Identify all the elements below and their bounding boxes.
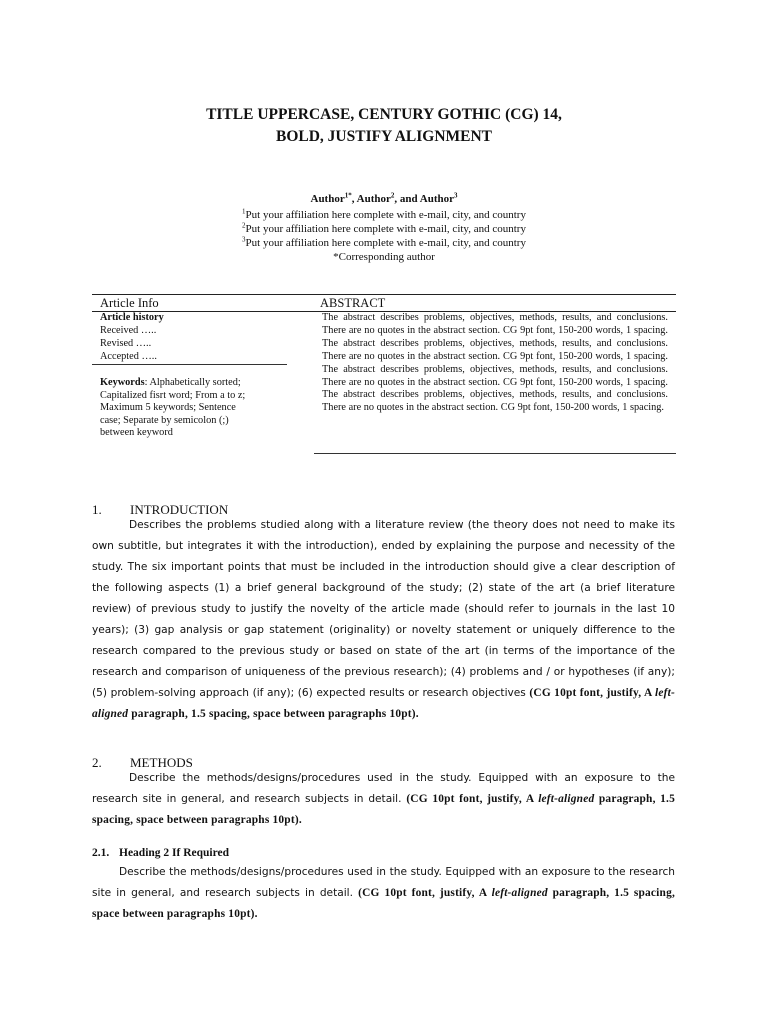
affiliation-2 bbox=[0, 222, 768, 236]
history-divider bbox=[92, 364, 287, 365]
author-2-sup: 2 bbox=[390, 191, 395, 200]
abstract-heading: ABSTRACT bbox=[320, 296, 386, 310]
author-separator: , bbox=[351, 193, 357, 205]
subsection-number: 2.1. bbox=[92, 847, 110, 859]
paper-title bbox=[0, 104, 768, 148]
affiliation-text: Put your affiliation here complete with e-mail, city, and country bbox=[245, 237, 526, 249]
article-history-label: Article history bbox=[100, 312, 164, 323]
author-3: Author bbox=[419, 193, 454, 205]
revised-date: Revised ….. bbox=[100, 338, 152, 349]
methods-paragraph bbox=[92, 768, 675, 831]
article-info-heading: Article Info bbox=[100, 296, 159, 310]
author-2: Author bbox=[356, 193, 391, 205]
format-note: (CG 10pt font, justify, A left-aligned paragraph, 1.5 spacing, space between paragraphs 10pt). bbox=[92, 793, 676, 826]
subsection-paragraph bbox=[92, 862, 675, 925]
affiliation-sup: 1 bbox=[242, 207, 246, 216]
paragraph-text: Describe the methods/designs/procedures used in the study. Equipped with an exposure to the research site in general, and research subjects in detail. bbox=[92, 772, 675, 805]
keywords-line: between keyword bbox=[100, 427, 173, 438]
affiliation-text: Put your affiliation here complete with e-mail, city, and country bbox=[245, 223, 526, 235]
title-line-1: TITLE UPPERCASE, CENTURY GOTHIC (CG) 14, bbox=[206, 106, 562, 123]
affiliation-sup: 2 bbox=[242, 221, 246, 230]
format-note: (CG 10pt font, justify, A left-aligned paragraph, 1.5 spacing, space between paragraphs 10pt). bbox=[92, 887, 676, 920]
author-list bbox=[0, 193, 768, 205]
received-date: Received ….. bbox=[100, 325, 157, 336]
affiliation-text: Put your affiliation here complete with e-mail, city, and country bbox=[245, 209, 526, 221]
abstract-text: The abstract describes problems, objectives, methods, results, and conclusions. There are no quotes in the abstract section. CG 9pt font, 150-200 words, 1 spacing. The abstract describes problems, objectives, methods, results, and conclusions. There are no quotes in the abstract section. CG 9pt font, 150-200 words, 1 spacing. The abstract describes problems, objectives, methods, results, and conclusions. There are no quotes in the abstract section. CG 9pt font, 150-200 words, 1 spacing. The abstract describes problems, objectives, methods, results, and conclusions. There are no quotes in the abstract section. CG 9pt font, 150-200 words, 1 spacing. bbox=[322, 312, 668, 414]
affiliation-1 bbox=[0, 208, 768, 222]
keywords-block bbox=[100, 377, 290, 440]
abstract-bottom-rule bbox=[314, 453, 676, 454]
paragraph-text: Describes the problems studied along with a literature review (the theory does not need to make its own subtitle, but integrates it with the introduction), ended by explaining the purpose and necessity of the study. The six important points that must be included in the introduction should give a clear description of the following aspects (1) a brief general background of the study; (2) state of the art (a brief literature review) of previous study to justify the novelty of the article made (should refer to journals in the last 10 years); (3) gap analysis or gap statement (originality) or novelty statement or uniquely difference to the research compared to the previous study or based on state of the art (in terms of the importance of the research and comparison of uniqueness of the previous research); (4) problems and / or hypotheses (if any); (5) problem-solving approach (if any); (6) expected results or research objectives bbox=[92, 519, 675, 699]
keywords-label: Keywords bbox=[100, 377, 145, 388]
section-heading-introduction: INTRODUCTION bbox=[130, 502, 229, 517]
affiliation-3 bbox=[0, 236, 768, 250]
keywords-line: : Alphabetically sorted; bbox=[144, 377, 241, 388]
author-3-sup: 3 bbox=[454, 191, 458, 200]
section-number: 1. bbox=[92, 502, 102, 517]
introduction-paragraph bbox=[92, 515, 675, 725]
author-separator: , and bbox=[394, 193, 420, 205]
subsection-heading: Heading 2 If Required bbox=[119, 847, 230, 859]
keywords-line: Capitalized fisrt word; From a to z; bbox=[100, 389, 246, 401]
keywords-line: Maximum 5 keywords; Sentence bbox=[100, 402, 236, 413]
section-number: 2. bbox=[92, 755, 102, 770]
corresponding-author: *Corresponding author bbox=[333, 251, 435, 263]
section-heading-methods: METHODS bbox=[130, 755, 193, 770]
title-line-2: BOLD, JUSTIFY ALIGNMENT bbox=[275, 128, 493, 145]
format-note: (CG 10pt font, justify, A left-aligned paragraph, 1.5 spacing, space between paragraphs 10pt). bbox=[92, 687, 676, 720]
affiliation-sup: 3 bbox=[242, 235, 246, 244]
accepted-date: Accepted ….. bbox=[100, 351, 157, 362]
top-rule bbox=[92, 294, 676, 295]
author-1: Author bbox=[310, 193, 345, 205]
author-1-sup: 1* bbox=[344, 191, 352, 200]
keywords-line: case; Separate by semicolon (;) bbox=[100, 414, 229, 426]
paragraph-text: Describe the methods/designs/procedures used in the study. Equipped with an exposure to the research site in general, and research subjects in detail. bbox=[92, 866, 675, 899]
